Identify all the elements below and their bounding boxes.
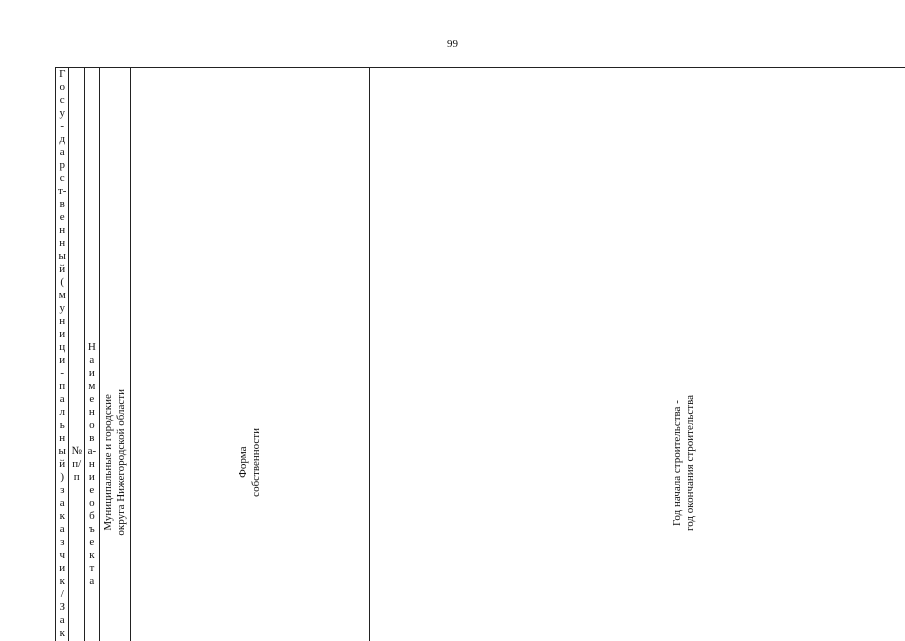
- header-years-cell: [369, 68, 905, 641]
- header-district: Муниципальные и городские округа Нижегородской области: [102, 389, 128, 536]
- header-years: Год начала строительства - год окончания строительства: [671, 395, 697, 531]
- header-ownership-cell: [130, 68, 369, 641]
- header-name: Наименова- ние объекта: [84, 68, 99, 641]
- header-district-cell: [99, 68, 130, 641]
- page-number: 99: [0, 38, 905, 50]
- header-num: № п/п: [69, 68, 85, 641]
- header-customer: Госу- дарст- венный (муници- пальный) заказчик / Зак: [56, 68, 69, 641]
- header-ownership: Форма собственности: [237, 428, 263, 497]
- financing-table: [55, 67, 905, 641]
